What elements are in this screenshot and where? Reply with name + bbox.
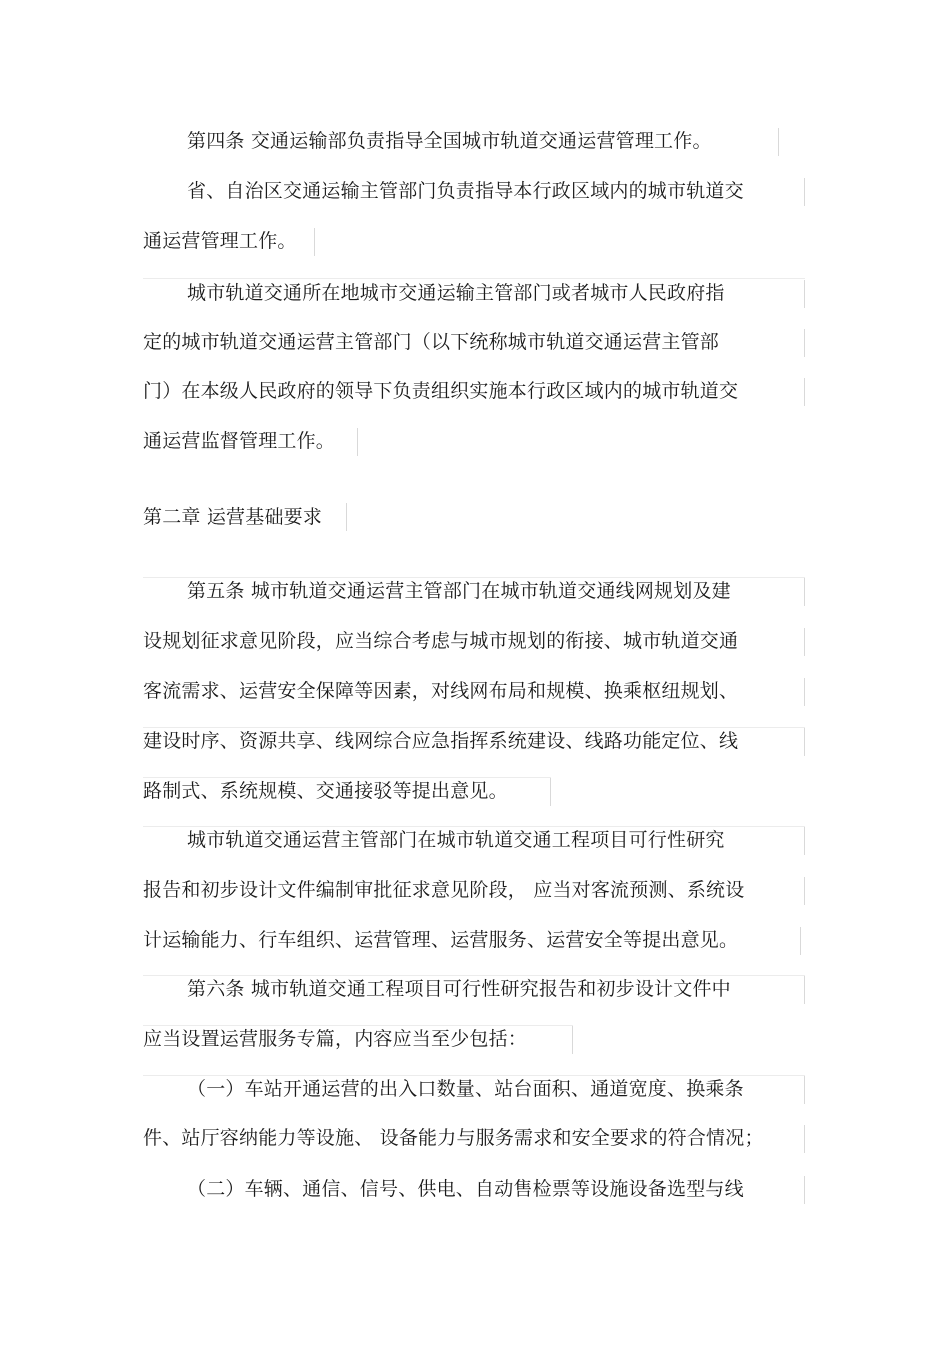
article-5-para-2-line-3: [143, 926, 738, 954]
line-end-marker: [804, 280, 805, 308]
text-line: 路制式、系统规模、交通接驳等提出意见。: [143, 780, 508, 802]
line-end-marker: [804, 178, 805, 206]
article-5-line-5: [143, 777, 508, 805]
article-6-line-1: [187, 975, 731, 1003]
line-end-marker: [804, 1076, 805, 1104]
line-end-marker: [800, 927, 801, 955]
line-end-marker: [550, 778, 551, 806]
line-end-marker: [778, 128, 779, 156]
line-end-marker: [357, 428, 358, 456]
article-4-para-3-line-2: [143, 328, 719, 356]
line-end-marker: [804, 827, 805, 855]
article-6-item-1-line-1: [187, 1075, 744, 1103]
line-end-marker: [804, 976, 805, 1004]
chapter-2-heading: [143, 503, 322, 531]
article-4-para-2-line-2: [143, 227, 297, 255]
line-end-marker: [804, 678, 805, 706]
line-end-marker: [804, 378, 805, 406]
text-line: 件、站厅容纳能力等设施、 设备能力与服务需求和安全要求的符合情况；: [143, 1127, 764, 1149]
article-4-para-2-line-1: [187, 177, 744, 205]
text-line: 省、自治区交通运输主管部门负责指导本行政区域内的城市轨道交: [187, 180, 744, 202]
line-end-marker: [804, 728, 805, 756]
line-end-marker: [346, 503, 347, 531]
line-end-marker: [804, 1176, 805, 1204]
text-line: 通运营管理工作。: [143, 230, 297, 252]
text-line: 第四条 交通运输部负责指导全国城市轨道交通运营管理工作。: [187, 130, 712, 152]
chapter-title: 第二章 运营基础要求: [143, 506, 323, 528]
article-5-para-2-line-1: [187, 826, 725, 854]
line-end-marker: [314, 228, 315, 256]
article-5-line-4: [143, 727, 738, 755]
text-line: 报告和初步设计文件编制审批征求意见阶段， 应当对客流预测、系统设: [143, 879, 745, 901]
line-end-marker: [572, 1026, 573, 1054]
text-line: 第六条 城市轨道交通工程项目可行性研究报告和初步设计文件中: [187, 978, 731, 1000]
text-line: （二）车辆、通信、信号、供电、自动售检票等设施设备选型与线: [187, 1178, 744, 1200]
text-line: 门）在本级人民政府的领导下负责组织实施本行政区域内的城市轨道交: [143, 380, 739, 402]
text-line: 设规划征求意见阶段，应当综合考虑与城市规划的衔接、城市轨道交通: [143, 630, 739, 652]
article-6-line-2: [143, 1025, 527, 1053]
line-end-marker: [804, 877, 805, 905]
text-line: 城市轨道交通所在地城市交通运输主管部门或者城市人民政府指: [187, 282, 725, 304]
article-6-item-2-line-1: [187, 1175, 744, 1203]
article-4-para-3-line-4: [143, 427, 335, 455]
text-line: 计运输能力、行车组织、运营管理、运营服务、运营安全等提出意见。: [143, 929, 739, 951]
text-line: 第五条 城市轨道交通运营主管部门在城市轨道交通线网规划及建: [187, 580, 731, 602]
text-line: （一）车站开通运营的出入口数量、站台面积、通道宽度、换乘条: [187, 1078, 744, 1100]
line-end-marker: [804, 1125, 805, 1153]
line-end-marker: [804, 578, 805, 606]
article-5-line-2: [143, 627, 738, 655]
line-end-marker: [804, 329, 805, 357]
article-4-line-1: [187, 127, 712, 155]
text-line: 城市轨道交通运营主管部门在城市轨道交通工程项目可行性研究: [187, 829, 725, 851]
article-5-line-3: [143, 677, 738, 705]
article-5-para-2-line-2: [143, 876, 744, 904]
line-end-marker: [804, 628, 805, 656]
article-4-para-3-line-1: [187, 279, 725, 307]
text-line: 客流需求、运营安全保障等因素，对线网布局和规模、换乘枢纽规划、: [143, 680, 739, 702]
text-line: 定的城市轨道交通运营主管部门（以下统称城市轨道交通运营主管部: [143, 331, 720, 353]
text-line: 应当设置运营服务专篇，内容应当至少包括：: [143, 1028, 528, 1050]
text-line: 通运营监督管理工作。: [143, 430, 336, 452]
article-6-item-1-line-2: [143, 1124, 764, 1152]
text-line: 建设时序、资源共享、线网综合应急指挥系统建设、线路功能定位、线: [143, 730, 739, 752]
article-5-line-1: [187, 577, 731, 605]
article-4-para-3-line-3: [143, 377, 738, 405]
